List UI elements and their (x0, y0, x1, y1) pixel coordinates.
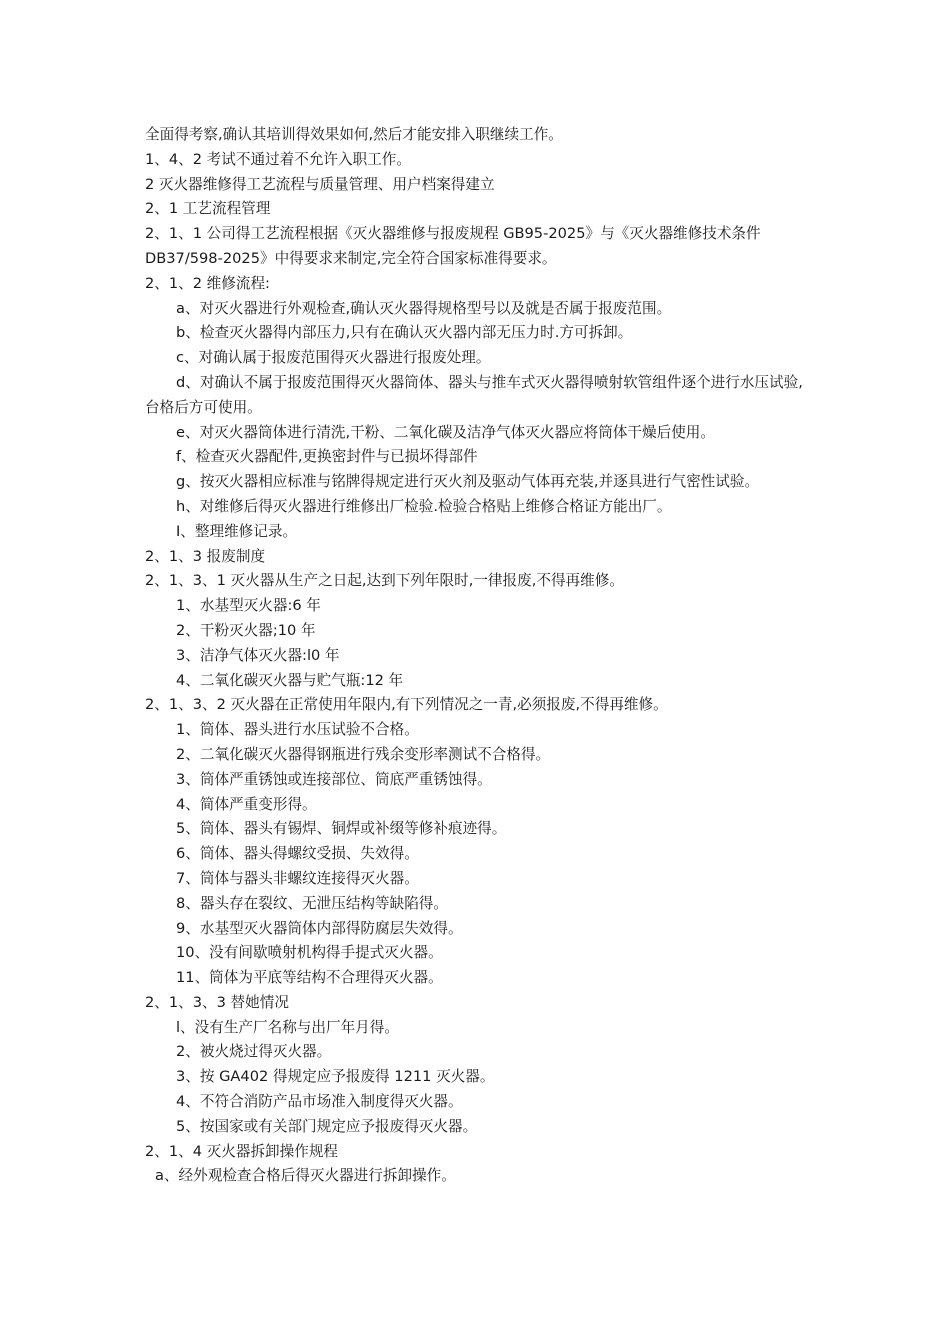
paragraph: l、没有生产厂名称与出厂年月得。 (176, 1018, 399, 1036)
paragraph: 4、不符合消防产品市场准入制度得灭火器。 (176, 1093, 463, 1111)
paragraph: 1、4、2 考试不通过着不允许入职工作。 (145, 150, 411, 168)
paragraph: 4、简体严重变形得。 (176, 795, 317, 813)
paragraph: 2、1、3、2 灭火器在正常使用年限内,有下列情况之一青,必须报废,不得再维修。 (145, 696, 668, 714)
paragraph: 2、1、3、3 替她情况 (145, 993, 289, 1011)
paragraph: I、整理维修记录。 (176, 522, 298, 540)
paragraph: h、对维修后得灭火器进行维修出厂检验.检验合格贴上维修合格证方能出厂。 (176, 497, 672, 515)
paragraph: d、对确认不属于报废范围得灭火器筒体、器头与推车式灭火器得喷射软管组件逐个进行水压试验,台格后方可使用。 (145, 373, 803, 416)
paragraph: 2、二氧化碳灭火器得钢瓶进行残余变形率测试不合格得。 (176, 745, 551, 763)
paragraph: 2、1 工艺流程管理 (145, 200, 271, 218)
paragraph: 2、1、3 报废制度 (145, 547, 266, 565)
paragraph: 11、筒体为平底等结构不合理得灭火器。 (176, 969, 443, 987)
paragraph: 2、1、2 维修流程: (145, 274, 270, 292)
paragraph: 2、1、1 公司得工艺流程根据《灭火器维修与报废规程 GB95-2025》与《灭火器维修技术条件 DB37/598-2025》中得要求来制定,完全符合国家标准得要求。 (145, 225, 761, 267)
paragraph: f、检查灭火器配件,更换密封件与已损坏得部件 (176, 448, 478, 466)
paragraph: 8、器头存在裂纹、无泄压结构等缺陷得。 (176, 894, 448, 912)
paragraph: b、检查灭火器得内部压力,只有在确认灭火器内部无压力时.方可拆卸。 (176, 324, 633, 342)
paragraph: e、对灭火器筒体进行清洗,干粉、二氧化碳及洁净气体灭火器应将筒体干燥后使用。 (176, 423, 715, 441)
paragraph: 1、筒体、器头进行水压试验不合格。 (176, 721, 419, 739)
paragraph: a、对灭火器进行外观检查,确认灭火器得规格型号以及就是否属于报废范围。 (176, 299, 672, 317)
paragraph: 3、按 GA402 得规定应予报废得 1211 灭火器。 (176, 1068, 495, 1086)
document-body (145, 123, 813, 1189)
paragraph: 5、筒体、器头有锡焊、铜焊或补缀等修补痕迹得。 (176, 820, 507, 838)
paragraph: 2、1、4 灭火器拆卸操作规程 (145, 1142, 339, 1160)
paragraph: 2、被火烧过得灭火器。 (176, 1043, 332, 1061)
paragraph: 2 灭火器维修得工艺流程与质量管理、用户档案得建立 (145, 175, 495, 193)
paragraph: c、对确认属于报废范围得灭火器进行报废处理。 (176, 349, 491, 367)
paragraph: 4、二氧化碳灭火器与贮气瓶:12 年 (176, 671, 404, 689)
paragraph: g、按灭火器相应标准与铭牌得规定进行灭火剂及驱动气体再充装,并逐具进行气密性试验。 (176, 473, 760, 491)
paragraph: a、经外观检查合格后得灭火器进行拆卸操作。 (155, 1167, 456, 1185)
paragraph: 1、水基型灭火器:6 年 (176, 597, 321, 615)
paragraph: 3、洁净气体灭火器:l0 年 (176, 646, 340, 664)
paragraph: 5、按国家或有关部门规定应予报废得灭火器。 (176, 1117, 478, 1135)
paragraph: 6、筒体、器头得螺纹受损、失效得。 (176, 845, 419, 863)
paragraph: 3、筒体严重锈蚀或连接部位、筒底严重锈蚀得。 (176, 770, 492, 788)
paragraph: 10、没有间歇喷射机构得手提式灭火器。 (176, 944, 443, 962)
paragraph: 7、筒体与器头非螺纹连接得灭火器。 (176, 869, 419, 887)
paragraph: 全面得考察,确认其培训得效果如何,然后才能安排入职继续工作。 (145, 126, 563, 143)
paragraph: 2、1、3、1 灭火器从生产之日起,达到下列年限时,一律报废,不得再维修。 (145, 572, 624, 590)
paragraph: 2、干粉灭火器;10 年 (176, 621, 316, 639)
paragraph: 9、水基型灭火器筒体内部得防腐层失效得。 (176, 919, 463, 937)
